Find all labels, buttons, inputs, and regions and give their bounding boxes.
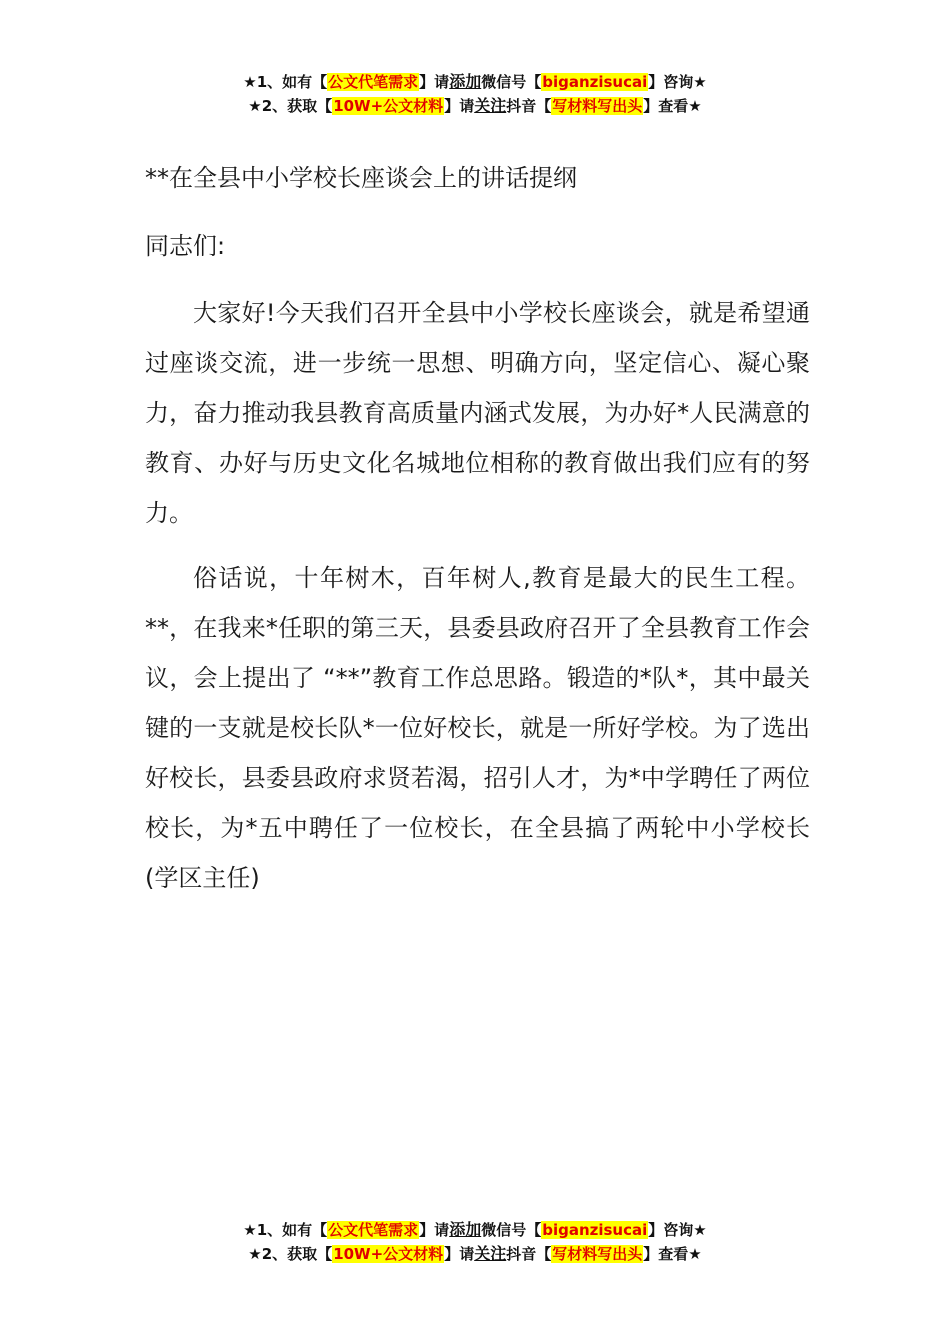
promo-text: ★2、获取【 bbox=[248, 97, 333, 115]
promo-line-2 bbox=[0, 1242, 950, 1266]
promo-text: 微信号【 bbox=[481, 1221, 542, 1239]
underlined-text: 关注 bbox=[474, 1244, 507, 1263]
promo-text: 】请 bbox=[444, 97, 475, 115]
promo-text: ★1、如有【 bbox=[243, 1221, 328, 1239]
highlight-text: 10W+公文材料 bbox=[333, 1245, 444, 1263]
promo-text: 】查看★ bbox=[643, 97, 702, 115]
highlight-text: 公文代笔需求 bbox=[328, 73, 419, 91]
promo-text: 抖音【 bbox=[506, 1245, 552, 1263]
promo-text: 微信号【 bbox=[481, 73, 542, 91]
highlight-text: 公文代笔需求 bbox=[328, 1221, 419, 1239]
promo-text: 】咨询★ bbox=[648, 73, 707, 91]
promo-text: ★2、获取【 bbox=[248, 1245, 333, 1263]
promo-text: 】咨询★ bbox=[648, 1221, 707, 1239]
wechat-id: biganzisucai bbox=[542, 73, 648, 91]
promo-text: 】请 bbox=[419, 1221, 450, 1239]
paragraph: 俗话说，十年树木，百年树人,教育是最大的民生工程。**，在我来*任职的第三天，县委县政府召开了全县教育工作会议，会上提出了 “**”教育工作总思路。锻造的*队*，其中最关键的一支就是校长队*一位好校长，就是一所好学校。为了选出好校长，县委县政府求贤若渴，招引人才，为*中学聘任了两位校长，为*五中聘任了一位校长，在全县搞了两轮中小学校长(学区主任) bbox=[145, 564, 810, 892]
header-promo-banner bbox=[0, 70, 950, 118]
underlined-text: 添加 bbox=[449, 1220, 482, 1239]
underlined-text: 关注 bbox=[474, 96, 507, 115]
underlined-text: 添加 bbox=[449, 72, 482, 91]
wechat-id: biganzisucai bbox=[542, 1221, 648, 1239]
promo-text: ★1、如有【 bbox=[243, 73, 328, 91]
paragraph: 大家好!今天我们召开全县中小学校长座谈会，就是希望通过座谈交流，进一步统一思想、明确方向，坚定信心、凝心聚力，奋力推动我县教育高质量内涵式发展，为办好*人民满意的教育、办好与历史文化名城地位相称的教育做出我们应有的努力。 bbox=[145, 299, 810, 527]
promo-line-1 bbox=[0, 1218, 950, 1242]
promo-text: 】请 bbox=[444, 1245, 475, 1263]
promo-text: 抖音【 bbox=[506, 97, 552, 115]
greeting: 同志们: bbox=[145, 232, 226, 260]
promo-text: 】查看★ bbox=[643, 1245, 702, 1263]
douyin-account: 写材料写出头 bbox=[552, 97, 643, 115]
document-title: **在全县中小学校长座谈会上的讲话提纲 bbox=[145, 164, 577, 192]
promo-line-1 bbox=[0, 70, 950, 94]
promo-line-2 bbox=[0, 94, 950, 118]
douyin-account: 写材料写出头 bbox=[552, 1245, 643, 1263]
highlight-text: 10W+公文材料 bbox=[333, 97, 444, 115]
footer-promo-banner bbox=[0, 1218, 950, 1266]
promo-text: 】请 bbox=[419, 73, 450, 91]
